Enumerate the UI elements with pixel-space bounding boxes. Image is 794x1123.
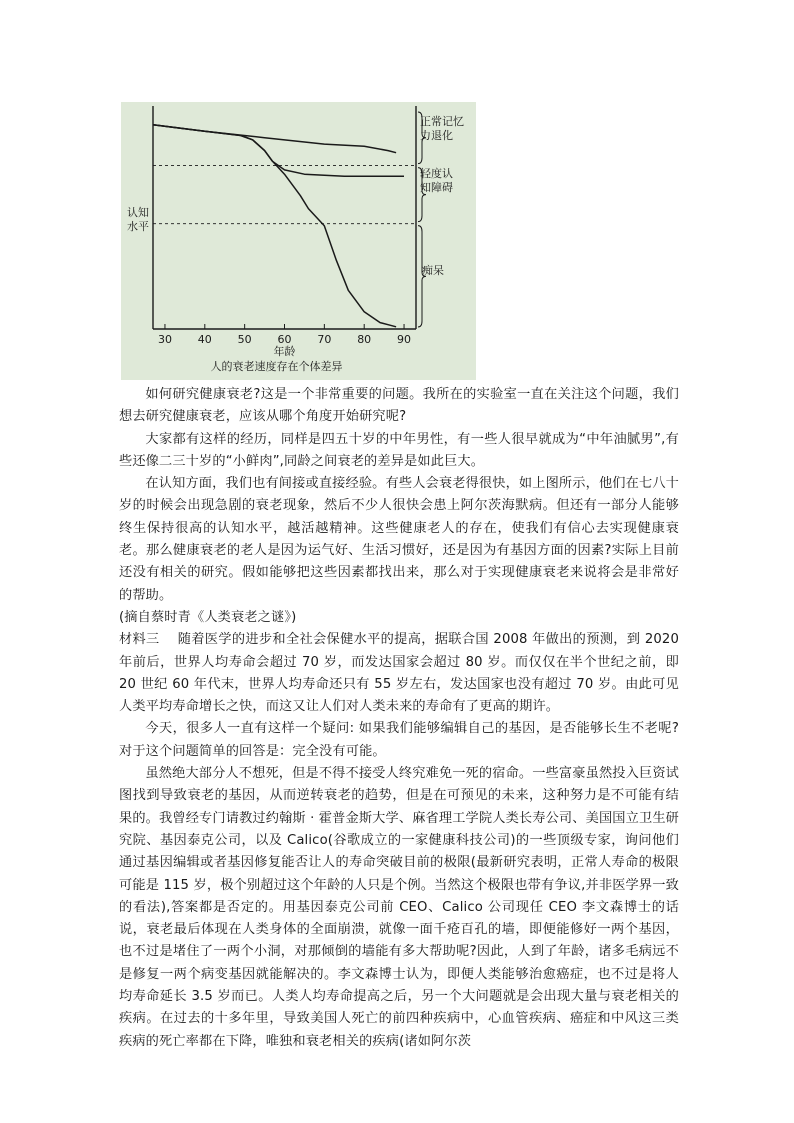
label-normal-line2: 力退化 (420, 129, 453, 142)
aging-chart-figure (121, 102, 476, 380)
x-axis-label: 年龄 (273, 345, 296, 358)
label-normal-line1: 正常记忆 (420, 115, 464, 128)
material3-label: 材料三 (119, 632, 160, 648)
paragraph-4: 随着医学的进步和全社会保健水平的提高，据联合国 2008 年做出的预测，到 2020 年前后，世界人均寿命会超过 70 岁，而发达国家会超过 80 岁。而仅仅在半个世纪之前，即 20 世纪 60 年代末，世界人均寿命还只有 55 岁左右，发达国家也没有超过 70 岁。由此可见人类平均寿命增长之快，而这又让人们对人类未来的寿命有了更高的期许。 (119, 632, 680, 715)
chart-title: 人的衰老速度存在个体差异 (210, 360, 343, 373)
x-tick-label-50: 50 (237, 333, 252, 346)
y-axis-label-line2: 水平 (127, 220, 149, 233)
x-tick-label-40: 40 (197, 333, 212, 346)
article-text (119, 384, 679, 1053)
x-tick-label-70: 70 (317, 333, 332, 346)
paragraph-material3 (119, 629, 679, 718)
series-line-3 (153, 125, 396, 327)
x-tick-label-80: 80 (357, 333, 372, 346)
paragraph-3: 在认知方面，我们也有间接或直接经验。有些人会衰老得很快，如上图所示，他们在七八十岁的时候会出现急剧的衰老现象，然后不少人很快会患上阿尔茨海默病。但还有一部分人能够终生保持很高的认知水平，越活越精神。这些健康老人的存在，使我们有信心去实现健康衰老。那么健康衰老的老人是因为运气好、生活习惯好，还是因为有基因方面的因素?实际上目前还没有相关的研究。假如能够把这些因素都找出来，那么对于实现健康衰老来说将会是非常好的帮助。 (119, 476, 679, 603)
x-tick-label-60: 60 (277, 333, 292, 346)
x-tick-label-30: 30 (157, 333, 172, 346)
x-tick-label-90: 90 (397, 333, 412, 346)
paragraph-1: 如何研究健康衰老?这是一个非常重要的问题。我所在的实验室一直在关注这个问题，我们想去研究健康衰老，应该从哪个角度开始研究呢? (119, 387, 679, 425)
paragraph-5: 今天，很多人一直有这样一个疑问: 如果我们能够编辑自己的基因，是否能够长生不老呢?对于这个问题简单的回答是：完全没有可能。 (119, 721, 679, 759)
y-axis-label-line1: 认知 (127, 206, 149, 219)
paragraph-6: 虽然绝大部分人不想死，但是不得不接受人终究难免一死的宿命。一些富豪虽然投入巨资试图找到导致衰老的基因，从而逆转衰老的趋势，但是在可预见的未来，这种努力是不可能有结果的。我曾经专门请教过约翰斯 · 霍普金斯大学、麻省理工学院人类长寿公司、美国国立卫生研究院、基因泰克公司，以及 Calico(谷歌成立的一家健康科技公司)的一些顶级专家，询问他们通过基因编辑或者基因修复能否让人的寿命突破目前的极限(最新研究表明，正常人寿命的极限可能是 115 岁，极个别超过这个年龄的人只是个例。当然这个极限也带有争议,并非医学界一致的看法),答案都是否定的。用基因泰克公司前 CEO、Calico 公司现任 CEO 李文森博士的话说，衰老最后体现在人类身体的全面崩溃，就像一面千疮百孔的墙，即便能修好一两个基因，也不过是堵住了一两个小洞，对那倾倒的墙能有多大帮助呢?因此，人到了年龄，诸多毛病远不是修复一两个病变基因就能解决的。李文森博士认为，即便人类能够治愈癌症，也不过是将人均寿命延长 3.5 岁而已。人类人均寿命提高之后，另一个大问题就是会出现大量与衰老相关的疾病。在过去的十多年里，导致美国人死亡的前四种疾病中，心血管疾病、癌症和中风这三类疾病的死亡率都在下降，唯独和衰老相关的疾病(诸如阿尔茨 (119, 766, 679, 1049)
paragraph-2: 大家都有这样的经历，同样是四五十岁的中年男性，有一些人很早就成为“中年油腻男”,有些还像二三十岁的“小鲜肉”,同龄之间衰老的差异是如此巨大。 (119, 431, 679, 469)
label-mci-line1: 轻度认 (420, 167, 453, 180)
label-mci-line2: 知障碍 (420, 181, 453, 194)
source-citation: (摘自蔡时青《人类衰老之谜》) (119, 609, 297, 625)
label-dementia: 痴呆 (422, 264, 444, 277)
aging-chart (121, 102, 476, 380)
